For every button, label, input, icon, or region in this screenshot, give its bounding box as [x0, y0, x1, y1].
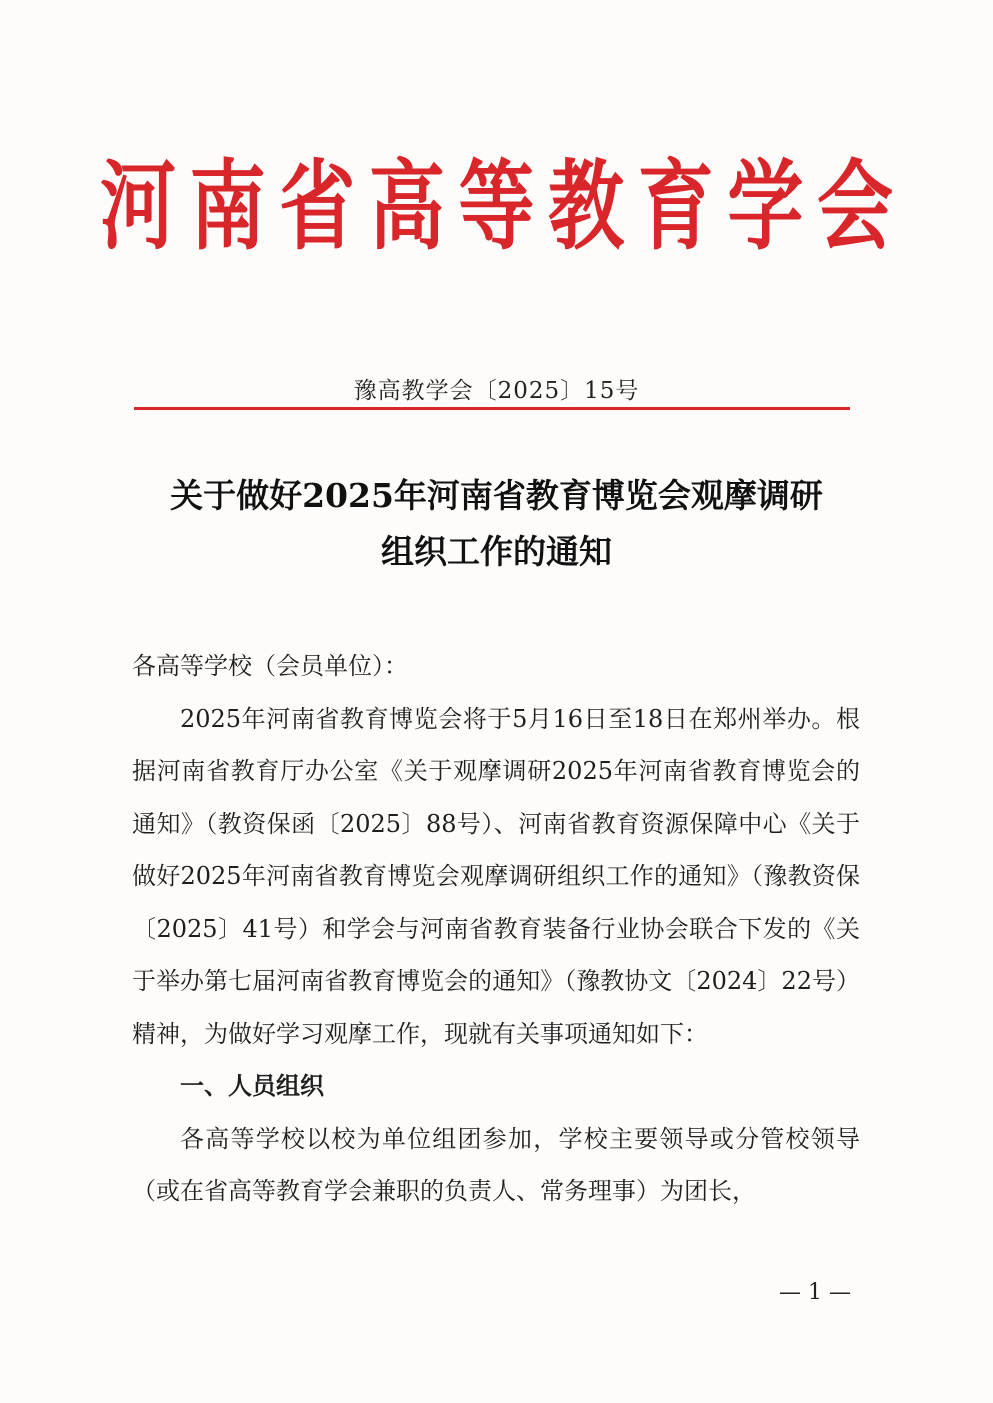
org-header-char: 学: [727, 148, 804, 263]
body-paragraph-1: 2025年河南省教育博览会将于5月16日至18日在郑州举办。根据河南省教育厅办公室《关于观摩调研2025年河南省教育博览会的通知》（教资保函〔2025〕88号）、河南省教育资源保障中心《关于做好2025年河南省教育博览会观摩调研组织工作的通知》（豫教资保〔2025〕41号）和学会与河南省教育装备行业协会联合下发的《关于举办第七届河南省教育博览会的通知》（豫教协文〔2024〕22号）精神，为做好学习观摩工作，现就有关事项通知如下：: [132, 704, 860, 1048]
document-title-line-1: 关于做好2025年河南省教育博览会观摩调研: [170, 476, 823, 515]
document-title: [110, 468, 883, 580]
org-header: [100, 108, 893, 287]
org-header-char: 河: [100, 148, 176, 263]
org-header-char: 省: [279, 148, 356, 263]
org-header-char: 教: [548, 148, 625, 263]
org-header-char: 会: [817, 148, 893, 263]
document-body: [132, 640, 860, 1218]
document-number: 豫高教学会〔2025〕15号: [353, 378, 640, 404]
red-divider-line: [134, 407, 850, 410]
document-title-line-2: 组织工作的通知: [381, 532, 612, 571]
org-header-char: 南: [189, 148, 266, 263]
org-header-char: 等: [458, 148, 535, 263]
org-header-char: 育: [637, 148, 714, 263]
section-heading-1: 一、人员组织: [180, 1072, 324, 1100]
salutation: 各高等学校（会员单位）：: [132, 652, 408, 680]
body-paragraph-2: 各高等学校以校为单位组团参加，学校主要领导或分管校领导（或在省高等教育学会兼职的负责人、常务理事）为团长，: [132, 1124, 860, 1205]
org-header-char: 高: [368, 148, 445, 263]
page-number: — 1 —: [779, 1280, 851, 1305]
